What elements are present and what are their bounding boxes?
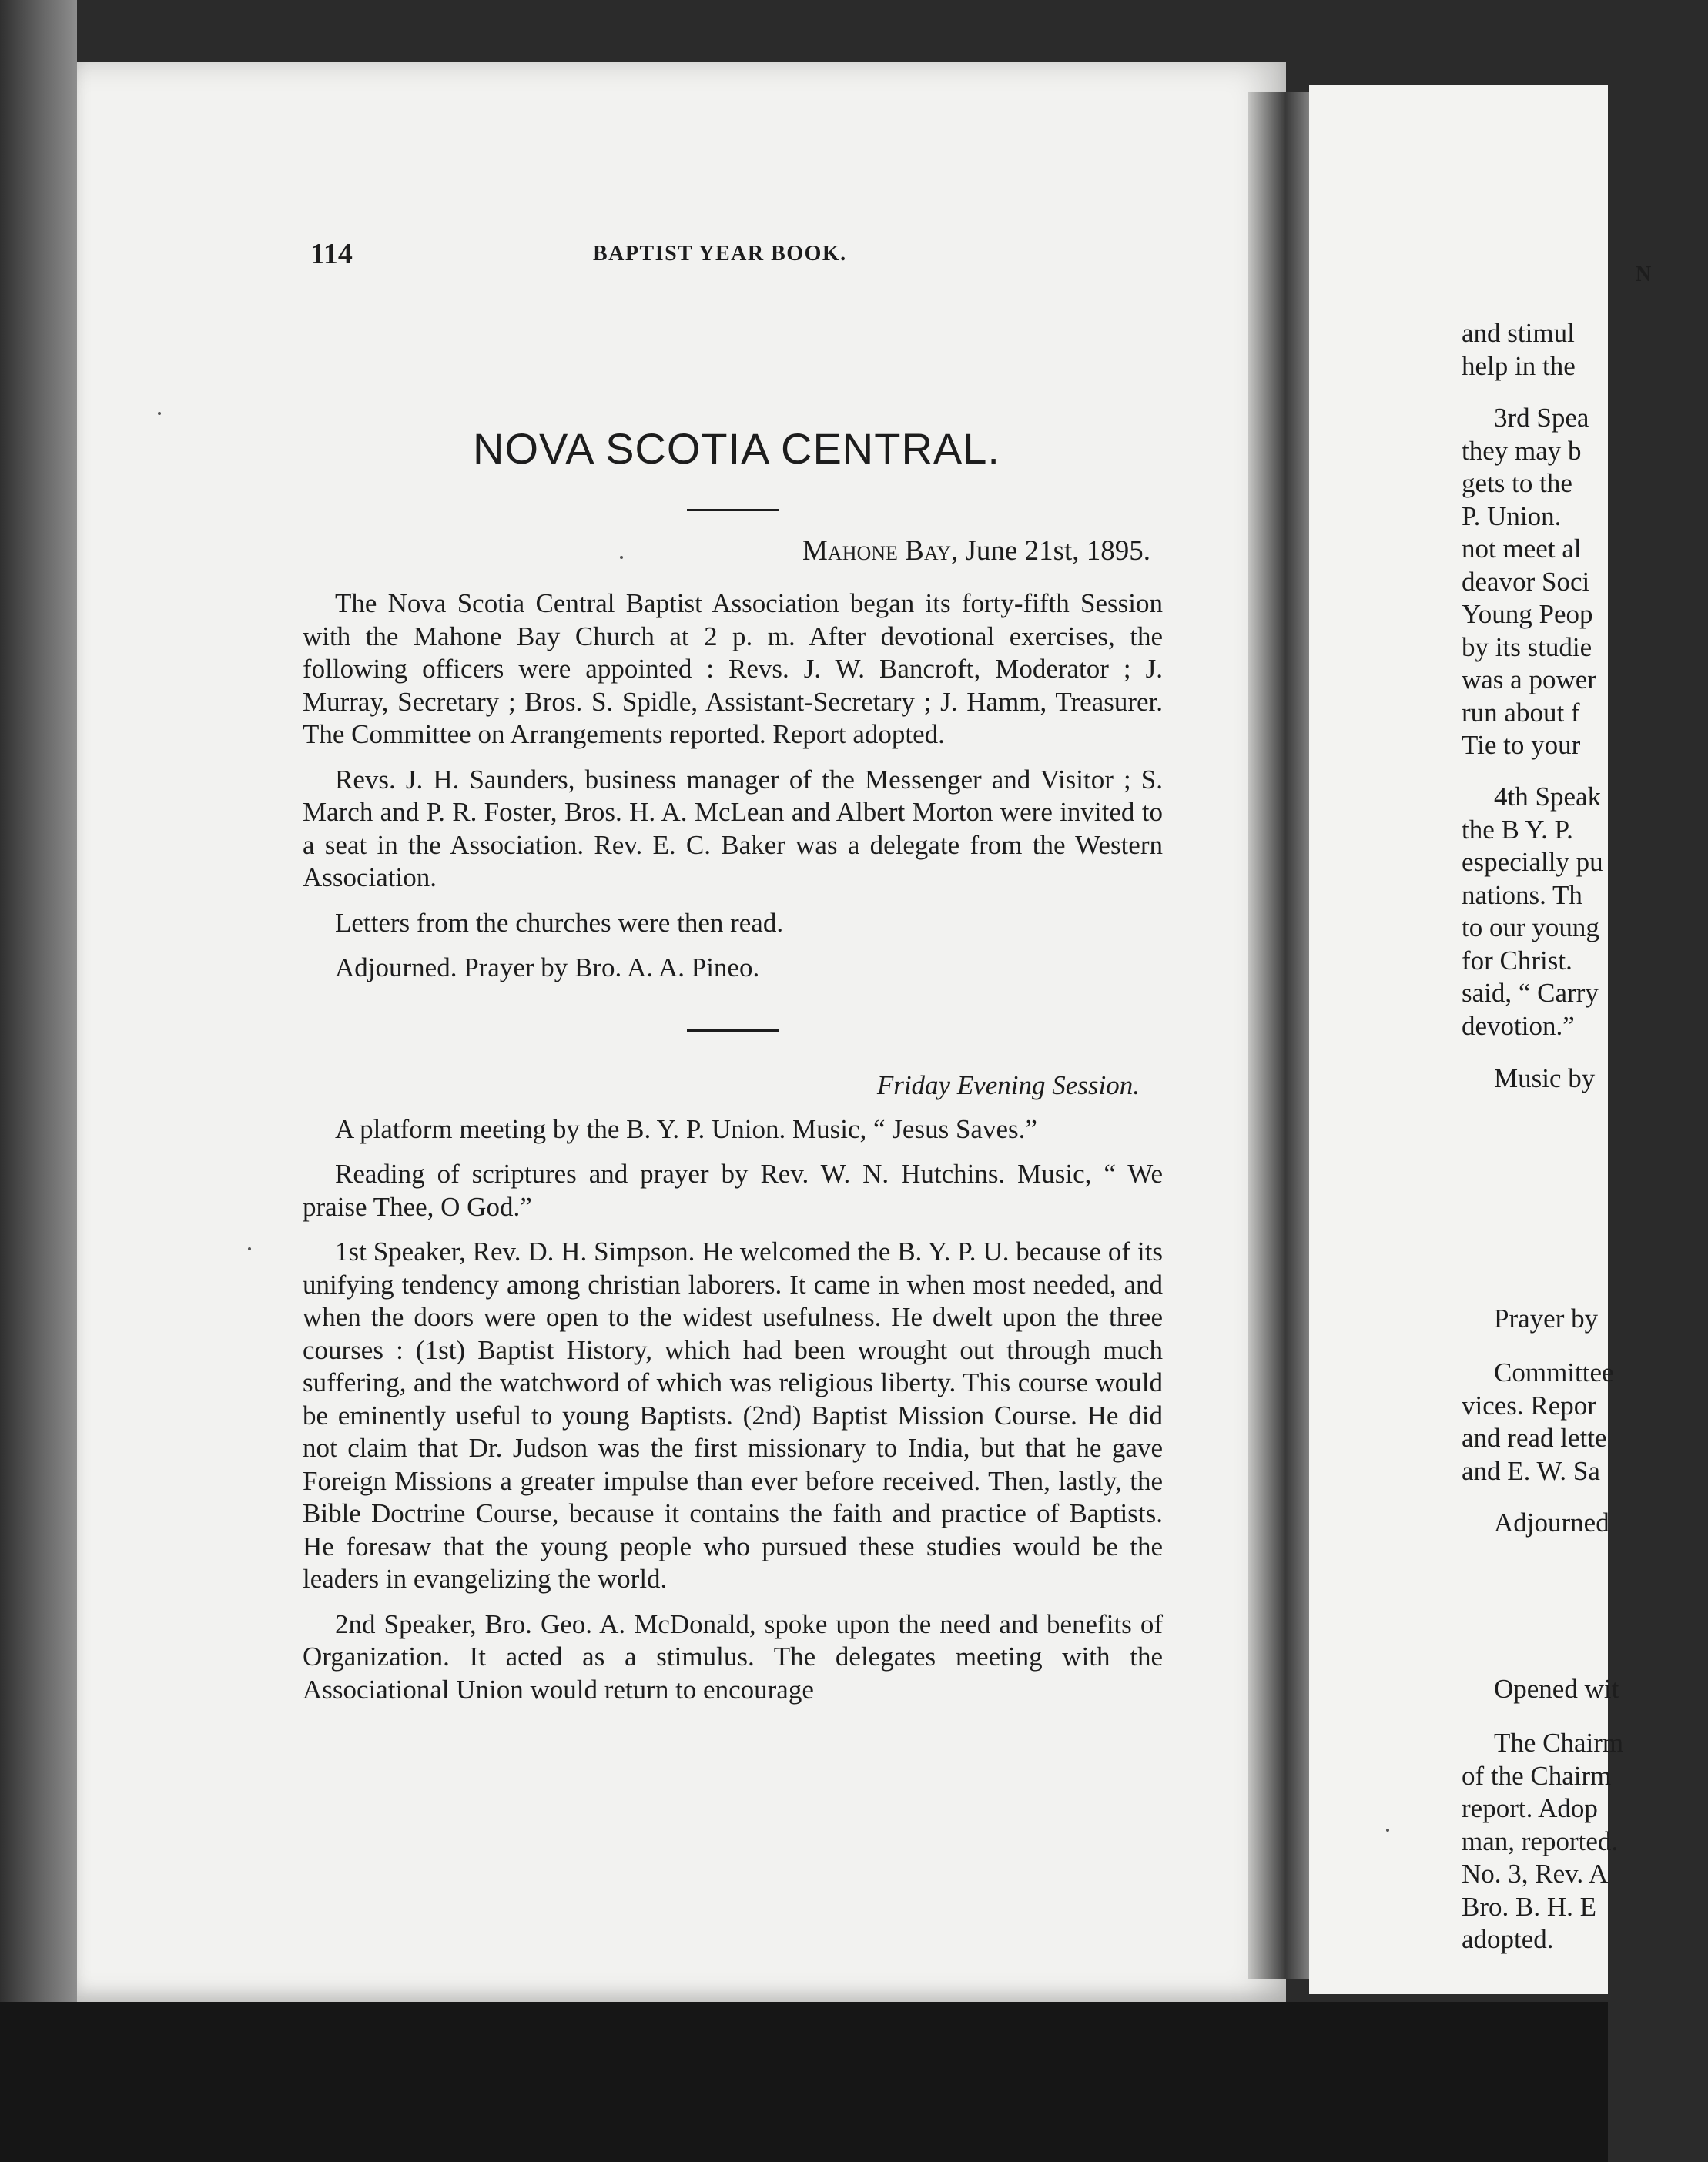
left-page-content <box>303 231 1163 1706</box>
right-line: and E. W. Sa <box>1462 1456 1600 1486</box>
right-line: help in the <box>1462 351 1576 381</box>
section-rule <box>687 1029 779 1032</box>
running-title: BAPTIST YEAR BOOK. <box>593 242 847 266</box>
right-line: the B Y. P. <box>1462 815 1573 845</box>
right-line: devotion.” <box>1462 1011 1575 1041</box>
scan-speck <box>620 556 623 559</box>
right-line: not meet al <box>1462 534 1582 564</box>
paragraph-first-speaker: 1st Speaker, Rev. D. H. Simpson. He welcomed the B. Y. P. U. because of its unifying tendency among christian laborers. It came in when most needed, and when the doors were open to the widest usefulness. He dwelt upon the three courses : (1st) Baptist History, which had been wrought out through much suffering, and the watchword of which was religious liberty. This course would be eminently useful to young Baptists. (2nd) Baptist Mission Course. He did not claim that Dr. Judson was the first missionary to India, but that he gave Foreign Missions a greater impulse than ever before received. Then, lastly, the Bible Doctrine Course, because it contains the faith and practice of Baptists. He foresaw that the young people who pursued these studies would be the leaders in evangelizing the world. <box>303 1237 1163 1594</box>
paragraph-scripture-reading: Reading of scriptures and prayer by Rev. W. N. Hutchins. Music, “ We praise Thee, O God.” <box>303 1159 1163 1222</box>
right-line: gets to the <box>1462 468 1572 498</box>
page-number: 114 <box>310 238 353 270</box>
right-line: by its studie <box>1462 632 1592 662</box>
right-running-head: N <box>1636 263 1652 286</box>
scan-bottom-edge <box>0 2002 1608 2162</box>
right-line: Tie to your <box>1462 730 1581 760</box>
right-line: for Christ. <box>1462 945 1572 976</box>
right-line: 3rd Spea <box>1494 403 1589 433</box>
right-line: Young Peop <box>1462 599 1593 629</box>
session-heading: Friday Evening Session. <box>876 1069 1140 1100</box>
right-line: especially pu <box>1462 847 1603 877</box>
paragraph-platform-meeting: A platform meeting by the B. Y. P. Union. Music, “ Jesus Saves.” <box>335 1113 1037 1144</box>
page-header <box>303 231 1163 277</box>
right-line: Bro. B. H. E <box>1462 1892 1596 1922</box>
scan-speck <box>158 412 161 415</box>
paragraph-opening: The Nova Scotia Central Baptist Association began its forty-fifth Session with the Mahone Bay Church at 2 p. m. After devotional exercises, the following officers were appointed : Revs. J. W. Bancroft, Moderator ; J. Murray, Secretary ; Bros. S. Spidle, Assistant-Secretary ; J. Hamm, Treasurer. The Committee on Arrangements reported. Report adopted. <box>303 588 1163 749</box>
scan-speck <box>248 1247 251 1250</box>
section-heading: NOVA SCOTIA CENTRAL. <box>473 424 1000 473</box>
paragraph-visitors: Revs. J. H. Saunders, business manager of the Messenger and Visitor ; S. March and P. R. Foster, Bros. H. A. McLean and Albert Morton were invited to a seat in the Association. Rev. E. C. Baker was a delegate from the Western Association. <box>303 764 1163 892</box>
scan-speck <box>1386 1829 1389 1832</box>
right-line: and stimul <box>1462 318 1575 348</box>
right-line: was a power <box>1462 664 1596 694</box>
right-line: nations. Th <box>1462 880 1582 910</box>
right-line: vices. Repor <box>1462 1391 1596 1421</box>
right-line: run about f <box>1462 698 1580 728</box>
paragraph-adjourned: Adjourned. Prayer by Bro. A. A. Pineo. <box>335 952 760 982</box>
right-line: they may b <box>1462 436 1582 466</box>
right-line: Opened wit <box>1494 1674 1619 1704</box>
right-line: Adjourned <box>1494 1508 1609 1538</box>
right-line: Prayer by <box>1494 1304 1599 1334</box>
dateline-date: June 21st, 1895. <box>958 535 1150 567</box>
right-line: adopted. <box>1462 1924 1554 1954</box>
paragraph-second-speaker: 2nd Speaker, Bro. Geo. A. McDonald, spoke upon the need and benefits of Organization. It acted as a stimulus. The delegates meeting with the Associational Union would return to encourage <box>303 1608 1163 1705</box>
right-line: Committee <box>1494 1357 1614 1387</box>
right-line: and read lette <box>1462 1423 1607 1453</box>
heading-rule <box>687 509 779 511</box>
scan-left-edge <box>0 0 77 2162</box>
right-line: Music by <box>1494 1063 1596 1093</box>
right-line: report. Adop <box>1462 1793 1598 1823</box>
right-line: man, reported. <box>1462 1826 1619 1856</box>
right-line: The Chairm <box>1494 1728 1624 1758</box>
right-line: deavor Soci <box>1462 567 1590 597</box>
dateline <box>303 534 1163 567</box>
dateline-place: Mahone Bay, <box>802 535 959 567</box>
right-line: said, “ Carry <box>1462 978 1599 1008</box>
right-line: P. Union. <box>1462 501 1562 531</box>
right-line: of the Chairm <box>1462 1761 1612 1791</box>
right-line: to our young <box>1462 912 1599 942</box>
right-line: No. 3, Rev. A <box>1462 1859 1609 1889</box>
paragraph-letters: Letters from the churches were then read. <box>335 907 784 938</box>
right-line: 4th Speak <box>1494 781 1602 812</box>
